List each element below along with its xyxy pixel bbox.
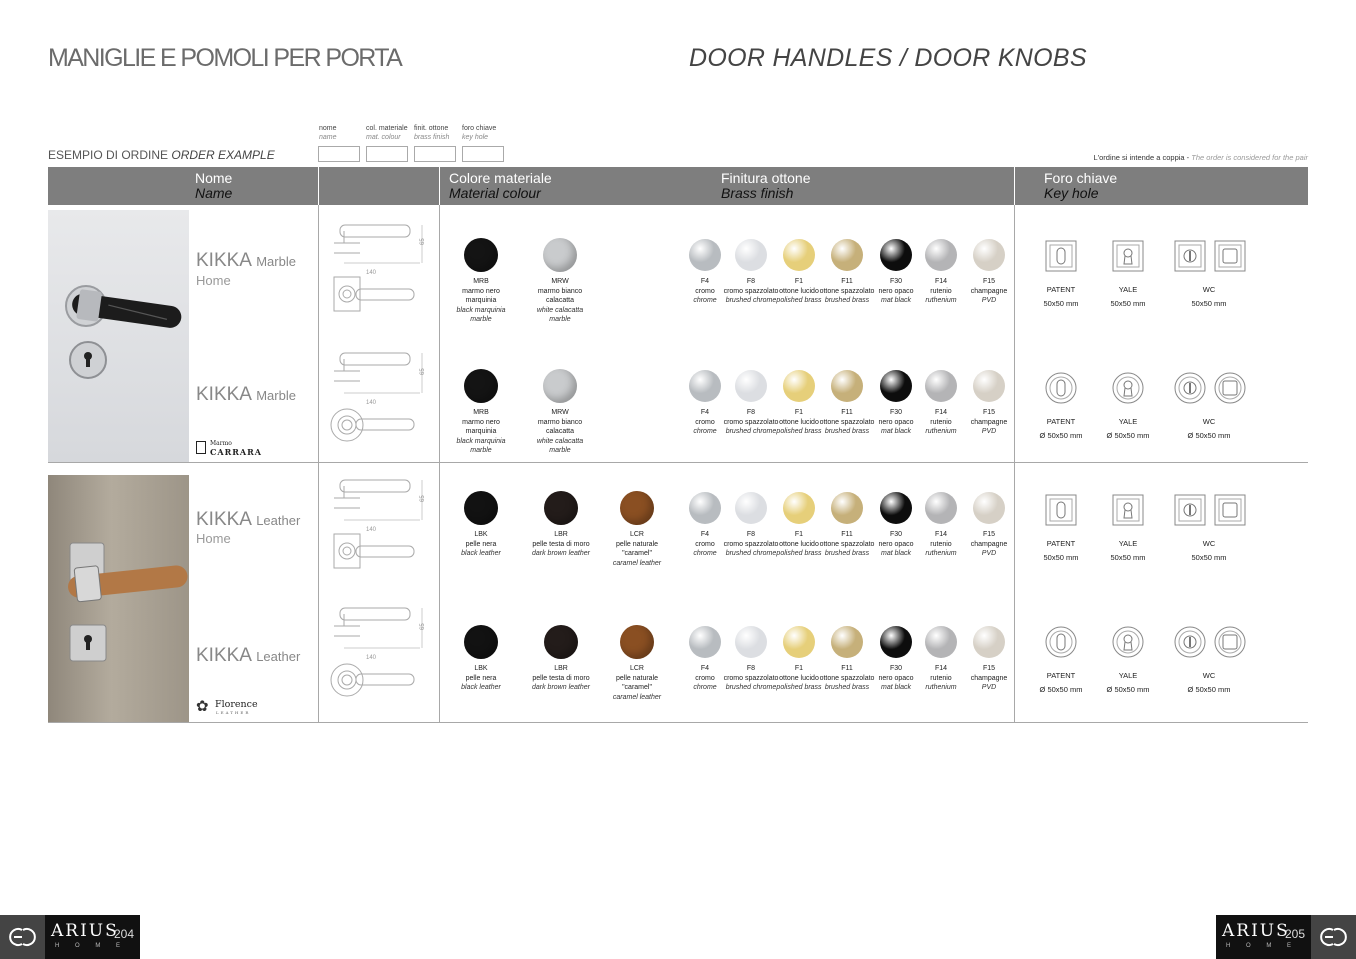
footer-left	[45, 915, 140, 959]
svg-text:65: 65	[420, 238, 426, 245]
order-colour-box[interactable]	[366, 146, 408, 162]
order-field-label: finit. ottone brass finish	[414, 125, 450, 141]
brass-finish-label: F30 nero opaco mat black	[878, 409, 914, 435]
keyhole-label: YALE 50x50 mm	[1110, 539, 1146, 562]
material-colour-swatch[interactable]	[543, 238, 577, 272]
brass-finish-label: F14 rutenio ruthenium	[925, 665, 957, 691]
brass-finish-swatch[interactable]	[973, 492, 1005, 524]
material-colour-label: LCR pelle naturale "caramel" caramel leather	[612, 665, 662, 701]
material-colour-label: LBK pelle nera black leather	[461, 665, 501, 691]
brass-finish-swatch[interactable]	[783, 626, 815, 658]
material-colour-label: LBR pelle testa di moro dark brown leather	[532, 665, 590, 691]
material-colour-swatch[interactable]	[620, 625, 654, 659]
footer-brand: ARIUS	[51, 921, 119, 941]
material-colour-label: LBK pelle nera black leather	[461, 531, 501, 557]
product-name: KIKKA Leather	[196, 509, 301, 530]
order-field-label: foro chiave key hole	[462, 125, 497, 141]
page-number-right: 205	[1285, 927, 1306, 941]
brass-finish-label: F11 ottone spazzolato brushed brass	[819, 409, 875, 435]
keyhole-label: WC Ø 50x50 mm	[1187, 417, 1231, 440]
order-example-it: ESEMPIO DI ORDINE	[48, 148, 169, 162]
footer-brand-sub: H O M E	[55, 943, 128, 949]
brass-finish-label: F1 ottone lucido polished brass	[776, 531, 822, 557]
keyhole-label: PATENT Ø 50x50 mm	[1039, 417, 1083, 440]
order-example-label	[48, 148, 275, 162]
brass-finish-label: F11 ottone spazzolato brushed brass	[819, 531, 875, 557]
brass-finish-swatch[interactable]	[689, 239, 721, 271]
svg-text:140: 140	[366, 527, 377, 533]
brass-finish-label: F4 cromo chrome	[693, 278, 717, 304]
brass-finish-label: F15 champagne PVD	[970, 409, 1008, 435]
keyhole-label: PATENT 50x50 mm	[1043, 539, 1079, 562]
table-header-bar	[48, 167, 1308, 205]
footer-right	[1216, 915, 1311, 959]
product-name: KIKKA Marble	[196, 384, 296, 405]
wc-keyhole-icon[interactable]	[1174, 626, 1206, 658]
product-name: KIKKA Leather	[196, 645, 301, 666]
material-colour-label: LCR pelle naturale "caramel" caramel leather	[612, 531, 662, 567]
page-number-left: 204	[114, 927, 135, 941]
brass-finish-swatch[interactable]	[783, 492, 815, 524]
brass-finish-label: F11 ottone spazzolato brushed brass	[819, 278, 875, 304]
brass-finish-swatch[interactable]	[831, 626, 863, 658]
order-field-label: nome name	[319, 125, 337, 141]
brass-finish-swatch[interactable]	[925, 370, 957, 402]
svg-text:140: 140	[366, 270, 377, 276]
brass-finish-swatch[interactable]	[925, 239, 957, 271]
brass-finish-swatch[interactable]	[973, 239, 1005, 271]
material-colour-label: MRW marmo bianco calacatta white calacatta marble	[536, 409, 584, 454]
material-colour-swatch[interactable]	[464, 625, 498, 659]
material-colour-swatch[interactable]	[543, 369, 577, 403]
brass-finish-label: F15 champagne PVD	[970, 531, 1008, 557]
brass-finish-label: F15 champagne PVD	[970, 278, 1008, 304]
column-header-colour: Colore materiale Material colour	[449, 170, 552, 201]
brass-finish-label: F14 rutenio ruthenium	[925, 278, 957, 304]
carrara-marble-logo: Marmo CARRARA	[196, 440, 266, 458]
material-colour-label: MRW marmo bianco calacatta white calacatta marble	[536, 278, 584, 323]
brass-finish-label: F8 cromo spazzolato brushed chrome	[723, 531, 779, 557]
brass-finish-label: F1 ottone lucido polished brass	[776, 278, 822, 304]
svg-text:65: 65	[420, 368, 426, 375]
brass-finish-swatch[interactable]	[735, 370, 767, 402]
product-line: Home	[196, 531, 231, 546]
keyhole-label: WC 50x50 mm	[1191, 285, 1227, 308]
brass-finish-label: F14 rutenio ruthenium	[925, 531, 957, 557]
brass-finish-swatch[interactable]	[689, 370, 721, 402]
brass-finish-label: F11 ottone spazzolato brushed brass	[819, 665, 875, 691]
material-colour-swatch[interactable]	[620, 491, 654, 525]
wc-turn-icon[interactable]	[1214, 494, 1246, 526]
brass-finish-swatch[interactable]	[880, 370, 912, 402]
brass-finish-label: F8 cromo spazzolato brushed chrome	[723, 409, 779, 435]
brass-finish-label: F4 cromo chrome	[693, 665, 717, 691]
keyhole-label: WC Ø 50x50 mm	[1187, 671, 1231, 694]
material-colour-swatch[interactable]	[464, 491, 498, 525]
brass-finish-swatch[interactable]	[735, 492, 767, 524]
footer-brand: ARIUS	[1222, 921, 1290, 941]
footer-right-tab	[1311, 915, 1356, 959]
brass-finish-swatch[interactable]	[880, 492, 912, 524]
wc-keyhole-icon[interactable]	[1174, 372, 1206, 404]
material-colour-label: MRB marmo nero marquinia black marquinia marble	[456, 409, 506, 454]
keyhole-label: WC 50x50 mm	[1191, 539, 1227, 562]
brass-finish-label: F1 ottone lucido polished brass	[776, 409, 822, 435]
brass-finish-label: F8 cromo spazzolato brushed chrome	[723, 278, 779, 304]
column-header-keyhole: Foro chiave Key hole	[1044, 170, 1118, 201]
brass-finish-swatch[interactable]	[831, 370, 863, 402]
material-colour-swatch[interactable]	[464, 238, 498, 272]
footer-left-tab	[0, 915, 45, 959]
keyhole-label: YALE Ø 50x50 mm	[1106, 417, 1150, 440]
keyhole-label: YALE 50x50 mm	[1110, 285, 1146, 308]
logo-mark-icon	[0, 915, 45, 959]
brass-finish-label: F8 cromo spazzolato brushed chrome	[723, 665, 779, 691]
wc-turn-icon[interactable]	[1214, 626, 1246, 658]
product-name: KIKKA Marble	[196, 250, 296, 271]
yale-keyhole-icon[interactable]	[1112, 372, 1144, 404]
order-keyhole-box[interactable]	[462, 146, 504, 162]
handle-technical-drawing	[330, 478, 430, 578]
handle-technical-drawing	[330, 223, 430, 323]
footer-brand-sub: H O M E	[1226, 943, 1299, 949]
material-colour-label: MRB marmo nero marquinia black marquinia marble	[456, 278, 506, 323]
svg-text:65: 65	[420, 623, 426, 630]
wc-keyhole-icon[interactable]	[1174, 494, 1206, 526]
brass-finish-label: F4 cromo chrome	[693, 531, 717, 557]
page-title-english: DOOR HANDLES / DOOR KNOBS	[689, 44, 1087, 72]
brass-finish-swatch[interactable]	[880, 239, 912, 271]
brass-finish-swatch[interactable]	[689, 626, 721, 658]
svg-text:140: 140	[366, 655, 377, 661]
keyhole-label: PATENT Ø 50x50 mm	[1039, 671, 1083, 694]
svg-text:140: 140	[366, 400, 377, 406]
brass-finish-swatch[interactable]	[689, 492, 721, 524]
material-colour-label: LBR pelle testa di moro dark brown leather	[532, 531, 590, 557]
page-title-italian: MANIGLIE E POMOLI PER PORTA	[48, 44, 402, 72]
patent-keyhole-icon[interactable]	[1045, 372, 1077, 404]
brass-finish-swatch[interactable]	[925, 626, 957, 658]
yale-keyhole-icon[interactable]	[1112, 240, 1144, 272]
brass-finish-swatch[interactable]	[880, 626, 912, 658]
brass-finish-swatch[interactable]	[735, 626, 767, 658]
wc-keyhole-icon[interactable]	[1174, 240, 1206, 272]
brass-finish-swatch[interactable]	[783, 370, 815, 402]
leather-handle-photo	[48, 475, 189, 722]
handle-technical-drawing	[330, 351, 430, 451]
order-finish-box[interactable]	[414, 146, 456, 162]
order-name-box[interactable]	[318, 146, 360, 162]
brass-finish-label: F30 nero opaco mat black	[878, 278, 914, 304]
brass-finish-swatch[interactable]	[973, 626, 1005, 658]
handle-technical-drawing	[330, 606, 430, 706]
marble-handle-photo	[48, 210, 189, 462]
florence-leather-logo: ✿ Florence LEATHER	[196, 697, 258, 715]
logo-mark-icon	[1311, 915, 1356, 959]
brass-finish-swatch[interactable]	[831, 492, 863, 524]
patent-keyhole-icon[interactable]	[1045, 240, 1077, 272]
brass-finish-label: F30 nero opaco mat black	[878, 665, 914, 691]
column-header-finish: Finitura ottone Brass finish	[721, 170, 811, 201]
wc-turn-icon[interactable]	[1214, 240, 1246, 272]
product-line: Home	[196, 273, 231, 288]
order-field-label: col. materiale mat. colour	[366, 125, 408, 141]
brass-finish-swatch[interactable]	[973, 370, 1005, 402]
brass-finish-swatch[interactable]	[925, 492, 957, 524]
yale-keyhole-icon[interactable]	[1112, 626, 1144, 658]
material-colour-swatch[interactable]	[464, 369, 498, 403]
brass-finish-label: F14 rutenio ruthenium	[925, 409, 957, 435]
brass-finish-swatch[interactable]	[831, 239, 863, 271]
patent-keyhole-icon[interactable]	[1045, 494, 1077, 526]
patent-keyhole-icon[interactable]	[1045, 626, 1077, 658]
brass-finish-label: F15 champagne PVD	[970, 665, 1008, 691]
material-colour-swatch[interactable]	[544, 625, 578, 659]
column-header-name: Nome Name	[195, 170, 233, 201]
keyhole-label: YALE Ø 50x50 mm	[1106, 671, 1150, 694]
pair-note: L'ordine si intende a coppia - The order is considered for the pair	[1093, 153, 1308, 162]
svg-text:65: 65	[420, 495, 426, 502]
wc-turn-icon[interactable]	[1214, 372, 1246, 404]
yale-keyhole-icon[interactable]	[1112, 494, 1144, 526]
material-colour-swatch[interactable]	[544, 491, 578, 525]
order-example-en: ORDER EXAMPLE	[171, 148, 275, 162]
brass-finish-swatch[interactable]	[735, 239, 767, 271]
brass-finish-label: F4 cromo chrome	[693, 409, 717, 435]
keyhole-label: PATENT 50x50 mm	[1043, 285, 1079, 308]
brass-finish-label: F1 ottone lucido polished brass	[776, 665, 822, 691]
brass-finish-swatch[interactable]	[783, 239, 815, 271]
brass-finish-label: F30 nero opaco mat black	[878, 531, 914, 557]
